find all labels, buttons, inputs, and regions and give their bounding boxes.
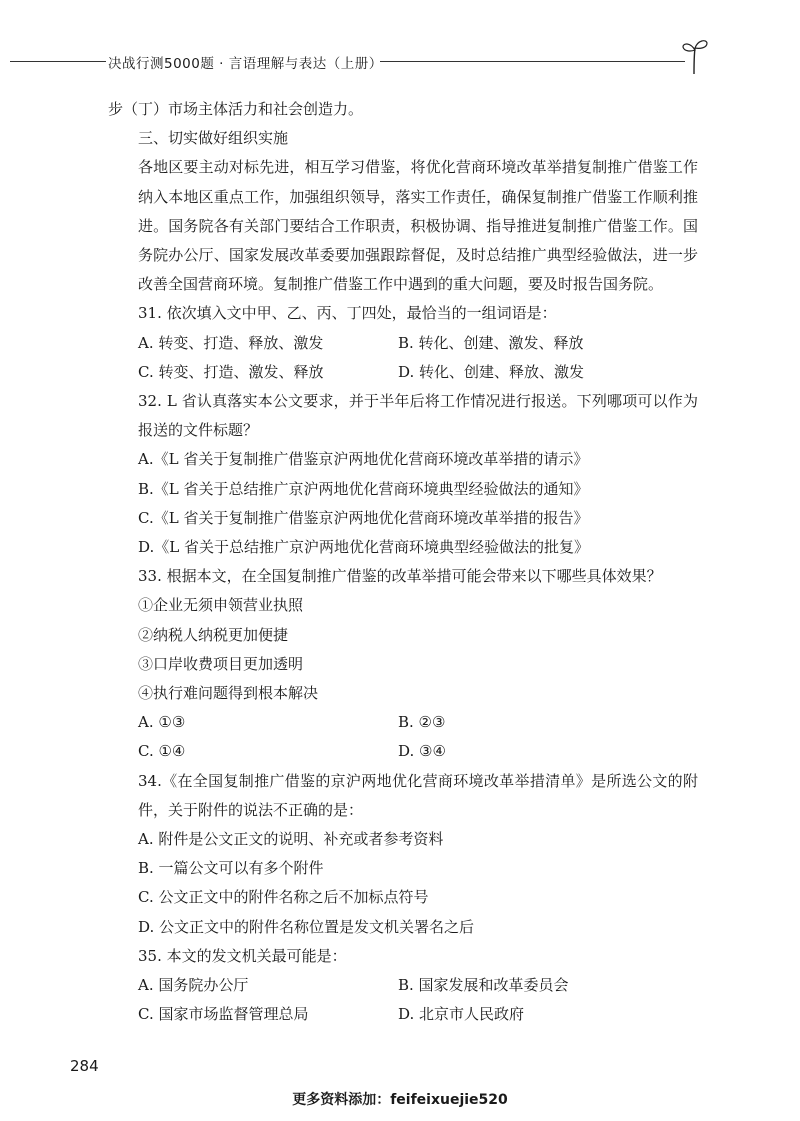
- option-b: B. 国家发展和改革委员会: [398, 976, 569, 995]
- option-d: D. 公文正文中的附件名称位置是发文机关署名之后: [138, 917, 475, 936]
- running-header: [0, 50, 800, 74]
- question-33-stem: 33. 根据本文，在全国复制推广借鉴的改革举措可能会带来以下哪些具体效果？: [138, 567, 662, 586]
- option-d: D. 北京市人民政府: [398, 1005, 525, 1024]
- page-body: [108, 95, 698, 1030]
- body-paragraph: 各地区要主动对标先进，相互学习借鉴，将优化营商环境改革举措复制推广借鉴工作纳入本地区重点工作，加强组织领导，落实工作责任，确保复制推广借鉴工作顺利推进。国务院各有关部门要结合工作职责，积极协调、指导推进复制推广借鉴工作。国务院办公厅、国家发展改革委要加强跟踪督促，及时总结推广典型经验做法，进一步改善全国营商环境。复制推广借鉴工作中遇到的重大问题，要及时报告国务院。: [138, 158, 698, 294]
- option-b: B.《L 省关于总结推广京沪两地优化营商环境典型经验做法的通知》: [138, 479, 589, 498]
- question-34-stem: 34.《在全国复制推广借鉴的京沪两地优化营商环境改革举措清单》是所选公文的附件，关于附件的说法不正确的是：: [138, 771, 698, 819]
- footer-note: 更多资料添加：feifeixuejie520: [292, 1092, 508, 1108]
- option-d: D. ③④: [398, 742, 446, 761]
- option-b: B. ②③: [398, 713, 446, 732]
- option-a: A. 附件是公文正文的说明、补充或者参考资料: [138, 830, 444, 849]
- option-d: D. 转化、创建、释放、激发: [398, 362, 585, 381]
- statement-2: ②纳税人纳税更加便捷: [138, 625, 289, 644]
- body-line: 步（丁）市场主体活力和社会创造力。: [108, 100, 364, 118]
- page-number: 284: [70, 1057, 99, 1075]
- option-c: C. 公文正文中的附件名称之后不加标点符号: [138, 888, 429, 907]
- header-rule-left: [10, 61, 106, 62]
- header-rule-right: [380, 61, 685, 62]
- sprout-icon: [680, 36, 710, 76]
- option-c: C. 国家市场监督管理总局: [138, 1005, 309, 1024]
- question-33-options-row2: [108, 737, 698, 766]
- option-b: B. 转化、创建、激发、释放: [398, 333, 584, 352]
- statement-4: ④执行难问题得到根本解决: [138, 684, 319, 703]
- option-a: A.《L 省关于复制推广借鉴京沪两地优化营商环境改革举措的请示》: [138, 450, 589, 469]
- option-b: B. 一篇公文可以有多个附件: [138, 859, 324, 878]
- question-35-options-row1: [108, 971, 698, 1000]
- question-31-options-row2: [108, 358, 698, 387]
- option-c: C. 转变、打造、激发、释放: [138, 362, 324, 381]
- option-a: A. 国务院办公厅: [138, 976, 249, 995]
- option-a: A. 转变、打造、释放、激发: [138, 333, 324, 352]
- question-35-stem: 35. 本文的发文机关最可能是：: [138, 946, 347, 965]
- question-35-options-row2: [108, 1000, 698, 1029]
- statement-3: ③口岸收费项目更加透明: [138, 654, 304, 673]
- question-32-stem: 32. L 省认真落实本公文要求，并于半年后将工作情况进行报送。下列哪项可以作为报送的文件标题？: [138, 392, 698, 440]
- option-c: C.《L 省关于复制推广借鉴京沪两地优化营商环境改革举措的报告》: [138, 508, 589, 527]
- option-a: A. ①③: [138, 713, 186, 732]
- section-heading: 三、切实做好组织实施: [138, 129, 289, 148]
- question-33-options-row1: [108, 708, 698, 737]
- question-31-stem: 31. 依次填入文中甲、乙、丙、丁四处，最恰当的一组词语是：: [138, 304, 557, 323]
- question-31-options-row1: [108, 329, 698, 358]
- option-d: D.《L 省关于总结推广京沪两地优化营商环境典型经验做法的批复》: [138, 538, 589, 557]
- statement-1: ①企业无须申领营业执照: [138, 596, 304, 615]
- option-c: C. ①④: [138, 742, 186, 761]
- header-title: 决战行测5000题 · 言语理解与表达（上册）: [108, 56, 383, 72]
